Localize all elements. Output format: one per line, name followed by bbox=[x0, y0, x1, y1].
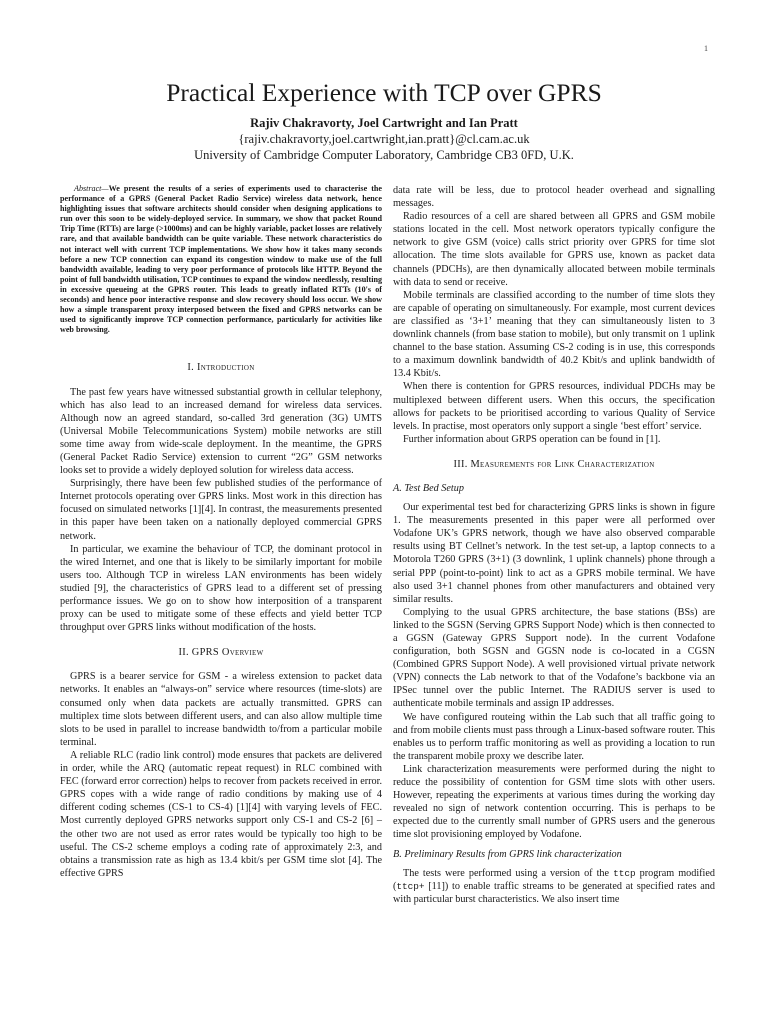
section-heading-gprs-overview: II. GPRS Overview bbox=[178, 647, 264, 659]
paper-title: Practical Experience with TCP over GPRS bbox=[166, 78, 602, 107]
gprs-paragraph: Mobile terminals are classified according to the number of time slots they are capable of operating on simultaneously. For example, most current devices are classified as ‘3+1’ meaning that they can simultaneously listen to 3 downlink channels (from base station to mobile), but only transmit on 1 uplink channel to the base station. Assuming CS-2 coding is in use, this corresponds to a maximum downlink bandwidth of 40.2 Kbit/s and uplink bandwidth of 13.4 Kbit/s. bbox=[393, 289, 715, 380]
measurements-paragraph: We have configured routeing within the Lab such that all traffic going to and from mobile clients must pass through a Linux-based software router. This enables us to perform traffic monitoring as well as providing a location to run the transparent mobile proxy we describe later. bbox=[393, 711, 715, 762]
author-affiliation: University of Cambridge Computer Laboratory, Cambridge CB3 0FD, U.K. bbox=[194, 148, 574, 162]
gprs-paragraph: Radio resources of a cell are shared between all GPRS and GSM mobile stations located in the cell. Most network operators typically configure the network to give GSM (voice) calls strict priority over GPRS for time slot allocation. The time slots available for GPRS use, known as packet data channels (PDCHs), are then dynamically allocated between mobile terminals with data to send or receive. bbox=[393, 211, 715, 288]
gprs-paragraph: Further information about GRPS operation can be found in [1]. bbox=[403, 433, 661, 445]
results-paragraph bbox=[393, 867, 715, 906]
gprs-paragraph: When there is contention for GPRS resources, individual PDCHs may be multiplexed between different users. When this occurs, the specification allows for packets to be prioritised according to various Quality of Service levels. In practise, most operators only support a single ‘best effort’ service. bbox=[393, 381, 715, 432]
measurements-paragraph: Complying to the usual GPRS architecture, the base stations (BSs) are linked to the SGSN (Serving GPRS Support Node) which is then connected to a GGSN (Gateway GPRS Support node). In the current Vodafone configuration, both SGSN and GGSN node is co-located in a CGSN (Combined GPRS Support Node). A well provisioned virtual private network (VPN) connects the Lab network to that of the Vodafone’s backbone via an IPSec tunnel over the public Internet. The RADIUS server is used to authenticate mobile terminals and assign IP addresses. bbox=[393, 606, 715, 710]
results-text: [11]) to enable traffic streams to be generated at specified rates and with particular burst characteristics. We also insert time bbox=[393, 880, 715, 905]
left-column bbox=[60, 184, 382, 880]
code-ttcp: ttcp bbox=[613, 867, 636, 879]
code-ttcp-plus: ttcp+ bbox=[396, 880, 425, 892]
gprs-paragraph: GPRS is a bearer service for GSM - a wireless extension to packet data networks. It enables an “always-on” service where resources (time-slots) are consumed only when data packets are actually transmitted. GPRS can multiplex time slots between different users, and can also allow multiple time slots to be used in parallel to increase bandwidth to/from a particular mobile terminal. bbox=[60, 671, 382, 748]
right-column bbox=[393, 184, 715, 906]
results-text: The tests were performed using a version of the bbox=[403, 867, 614, 879]
author-list: Rajiv Chakravorty, Joel Cartwright and Ian Pratt bbox=[250, 116, 518, 130]
abstract-text: We present the results of a series of experiments used to characterise the performance of a GPRS (General Packet Radio Service) wireless data network, hence highlighting issues that software architects should consider when designing applications to run over this soon to be widely-deployed service. In summary, we show that packet Round Trip Time (RTTs) are large (>1000ms) and can be highly variable, packet losses are relatively rare, and that available bandwidth can be quite variable. These network characteristics do not interact well with current TCP implementations. We show how it takes many seconds before a new TCP connection can expand its congestion window to make use of the full bandwidth available, leading to very poor performance of protocols like HTTP. Beyond the point of full bandwidth utilisation, TCP continues to expand the window needlessly, resulting in excessive queueing at the GPRS router. This leads to greatly inflated RTTs (10's of seconds) and hence poor interactive response and slow recovery should loss occur. We show how a simple transparent proxy interposed between the fixed and GPRS networks can be used to significantly improve TCP connection performance, particularly for activities like web browsing. bbox=[60, 184, 382, 335]
author-emails: {rajiv.chakravorty,joel.cartwright,ian.pratt}@cl.cam.ac.uk bbox=[238, 132, 530, 146]
abstract bbox=[60, 184, 382, 335]
page-number: 1 bbox=[704, 44, 708, 53]
intro-paragraph: The past few years have witnessed substantial growth in cellular telephony, which has also lead to an increased demand for wireless data services. Although now an agreed standard, so-called 3rd generation (3G) UMTS (Universal Mobile Telecommunications System) mobile networks are still some time away from wide-scale deployment. In the meantime, the GPRS (General Packet Radio Service) extension to current “2G” GSM networks looks set to provide a widely deployed solution for wireless data access. bbox=[60, 386, 382, 477]
section-heading-introduction: I. Introduction bbox=[187, 362, 255, 374]
subsection-heading-test-bed: A. Test Bed Setup bbox=[393, 482, 464, 494]
intro-paragraph: In particular, we examine the behaviour of TCP, the dominant protocol in the wired Internet, and one that is likely to be similarly important for mobile users too. Although TCP in wireless LAN environments has been widely studied [9], the characteristics of GPRS lead to a different set of pressing performance issues. We go on to show how interposition of a transparent proxy can be used to mitigate some of these effects and yield better TCP throughput over GPRS links without modification of the hosts. bbox=[60, 543, 382, 634]
results-text: program modified ( bbox=[393, 867, 715, 892]
subsection-heading-preliminary-results: B. Preliminary Results from GPRS link characterization bbox=[393, 848, 622, 860]
intro-paragraph: Surprisingly, there have been few published studies of the performance of Internet protocols operating over GPRS links. Most work in this direction has focused on simulated networks [1][4]. In contrast, the measurements presented in this paper have been taken on a nationally deployed commercial GPRS network. bbox=[60, 478, 382, 542]
measurements-paragraph: Our experimental test bed for characterizing GPRS links is shown in figure 1. The measurements presented in this paper were all performed over Vodafone UK’s GPRS network, though we have also observed comparable results using BT Cellnet’s network. In the test set-up, a laptop connects to a Motorola T260 GPRS (3+1) (3 downlink, 1 uplink channels) phone through a serial PPP (point-to-point) link to act as a GPRS mobile terminal. We have also used 3+1 channel phones from other manufacturers and obtained very similar results. bbox=[393, 502, 715, 605]
gprs-paragraph: A reliable RLC (radio link control) mode ensures that packets are delivered in order, while the ARQ (automatic repeat request) in RLC combined with FEC (forward error correction) helps to recover from packets received in error. GPRS copes with a wide range of radio conditions by making use of 4 different coding schemes (CS-1 to CS-4) [1][4] with varying levels of FEC. Most currently deployed GPRS networks support only CS-1 and CS-2 [6] – the other two are not used as error rates would be typically too high to be useful. The CS-2 scheme employs a coding rate of approximately 2:3, and obtains a transmission rate as high as 13.4 kbit/s per GSM time slot [4]. The effective GPRS bbox=[60, 749, 382, 879]
section-heading-measurements: III. Measurements for Link Characterization bbox=[453, 458, 655, 470]
measurements-paragraph: Link characterization measurements were performed during the night to reduce the possibility of contention for GSM time slots with other users. However, repeating the experiments at various times during the working day revealed no sign of network contention occurring. This is perhaps to be expected due to the currently small number of GPRS users and the generous time slot provisioning employed by Vodafone. bbox=[393, 763, 715, 841]
gprs-paragraph-continued: data rate will be less, due to protocol header overhead and signalling messages. bbox=[393, 185, 715, 210]
abstract-label: Abstract— bbox=[74, 184, 109, 193]
